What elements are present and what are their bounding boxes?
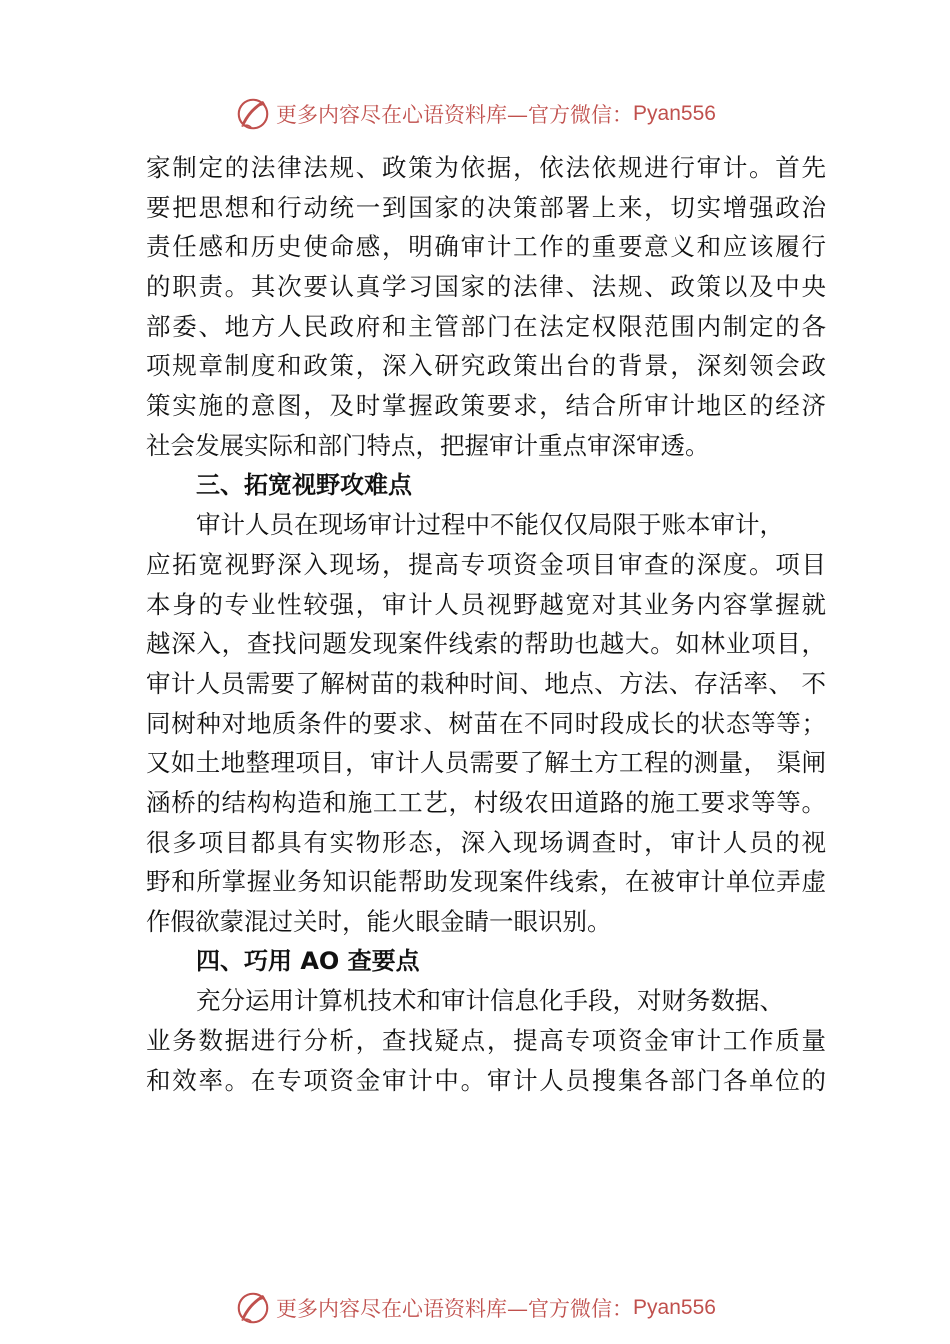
paragraph-line: 本身的专业性较强，审计人员视野越宽对其业务内容掌握就 [146, 589, 826, 619]
footer-watermark [0, 1288, 950, 1328]
paragraph-line: 部委、地方人民政府和主管部门在法定权限范围内制定的各 [146, 311, 826, 341]
paragraph-line: 应拓宽视野深入现场，提高专项资金项目审查的深度。项目 [146, 549, 826, 579]
paragraph-line: 社会发展实际和部门特点，把握审计重点审深审透。 [146, 430, 710, 460]
paragraph-line: 充分运用计算机技术和审计信息化手段，对财务数据、 [196, 986, 784, 1016]
paragraph-line: 又如土地整理项目，审计人员需要了解土方工程的测量， 渠闸 [146, 748, 826, 778]
watermark-wechat-id: Pyan556 [633, 1296, 716, 1319]
paragraph-line: 项规章制度和政策，深入研究政策出台的背景，深刻领会政 [146, 351, 826, 381]
paragraph-line: 作假欲蒙混过关时，能火眼金睛一眼识别。 [146, 907, 612, 937]
paragraph-line: 审计人员需要了解树苗的栽种时间、地点、方法、存活率、 不 [146, 668, 826, 698]
header-watermark [0, 94, 950, 134]
paragraph-line: 涵桥的结构构造和施工工艺，村级农田道路的施工要求等等。 [146, 788, 826, 817]
paragraph-line: 的职责。其次要认真学习国家的法律、法规、政策以及中央 [146, 272, 826, 302]
watermark-text: 更多内容尽在心语资料库—官方微信： [276, 1297, 634, 1321]
section-heading-4: 四、巧用 AO 查要点 [196, 946, 420, 975]
paragraph-line: 越深入，查找问题发现案件线索的帮助也越大。如林业项目， [146, 629, 826, 659]
paragraph-line: 责任感和历史使命感，明确审计工作的重要意义和应该履行 [146, 232, 826, 262]
paragraph-line: 审计人员在现场审计过程中不能仅仅局限于账本审计， [196, 510, 784, 540]
paragraph-line: 要把思想和行动统一到国家的决策部署上来，切实增强政治 [146, 192, 826, 222]
paragraph-line: 家制定的法律法规、政策为依据，依法依规进行审计。首先 [146, 153, 826, 182]
paragraph-line: 业务数据进行分析，查找疑点，提高专项资金审计工作质量 [146, 1026, 826, 1056]
pen-logo-icon [234, 1289, 272, 1327]
paragraph-line: 同树种对地质条件的要求、树苗在不同时段成长的状态等等； [146, 708, 826, 738]
paragraph-line: 野和所掌握业务知识能帮助发现案件线索，在被审计单位弄虚 [146, 867, 826, 897]
section-heading-3: 三、拓宽视野攻难点 [196, 470, 412, 499]
watermark-text: 更多内容尽在心语资料库—官方微信： [276, 103, 634, 127]
pen-logo-icon [234, 95, 272, 133]
paragraph-line: 策实施的意图，及时掌握政策要求，结合所审计地区的经济 [146, 391, 826, 421]
document-body [146, 148, 826, 1101]
paragraph-line: 和效率。在专项资金审计中。审计人员搜集各部门各单位的 [146, 1065, 826, 1095]
paragraph-line: 很多项目都具有实物形态，深入现场调查时，审计人员的视 [146, 827, 826, 857]
watermark-wechat-id: Pyan556 [633, 102, 716, 125]
